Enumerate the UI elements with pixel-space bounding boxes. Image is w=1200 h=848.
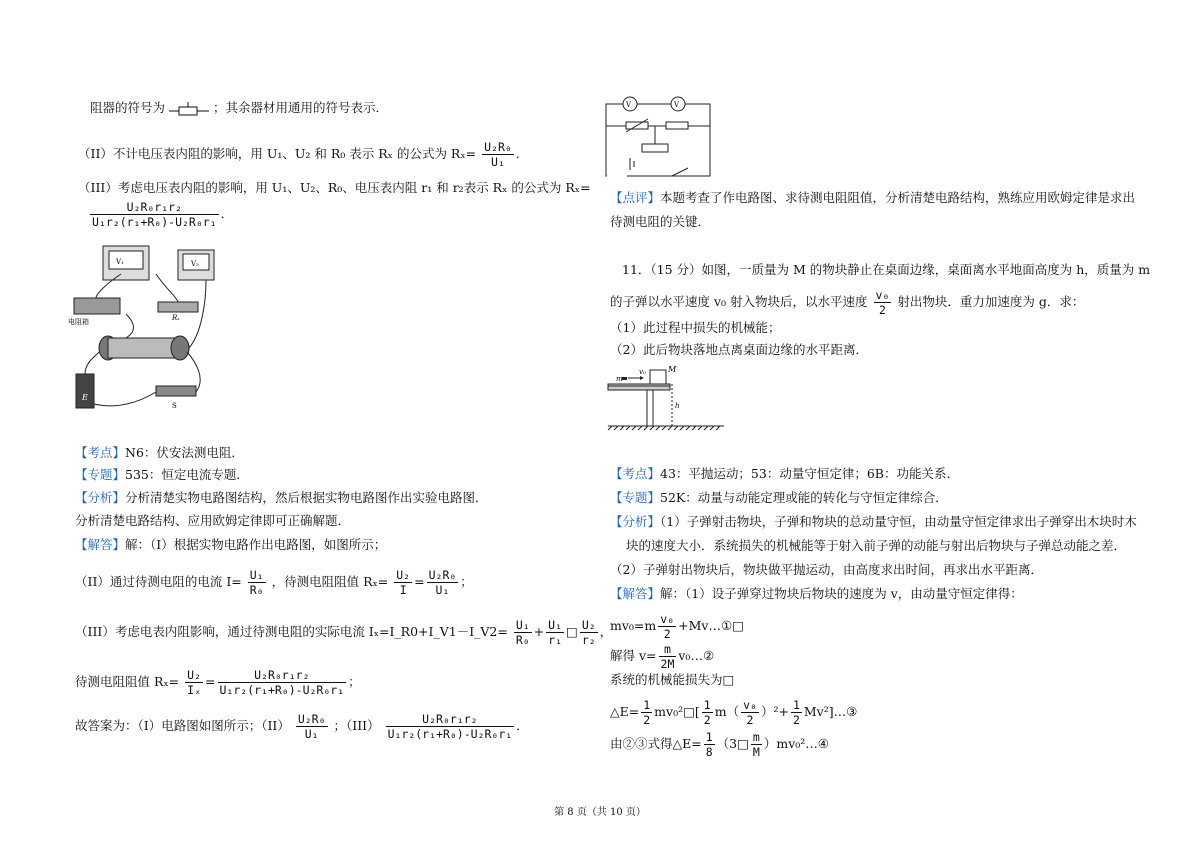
text-line: 【分析】分析清楚实物电路图结构，然后根据实物电路图作出实验电路图．: [75, 490, 488, 505]
section-tag: 【考点】: [75, 445, 126, 460]
label: Rₓ: [172, 314, 180, 322]
svg-text:m: m: [616, 375, 623, 383]
label: S: [172, 402, 177, 410]
apparatus-photo: [66, 244, 216, 412]
fraction: $\frac{\text{U₂R₀r₁r₂}}{\text{U₁r₂(r₁+R₀)-U₂R₀r₁}}$: [387, 712, 513, 741]
text-line: 【考点】43：平抛运动；53：动量守恒定律；6B：功能关系．: [610, 466, 959, 481]
section-tag: 【解答】: [610, 586, 661, 601]
section-tag: 【点评】: [610, 190, 661, 205]
fraction: $\frac{\text{U₂R₀}}{\text{U₁}}$: [297, 712, 326, 741]
text-line: 【分析】（1）子弹射击物块，子弹和物块的总动量守恒，由动量守恒定律求出子弹穿出木块时木: [610, 514, 1137, 529]
fraction: $\frac{1}{2}$: [643, 698, 651, 727]
section-tag: 【解答】: [75, 537, 126, 552]
fraction: $\frac{\text{U₂R₀r₁r₂}}{\text{U₁r₂(r₁+R₀)-U₂R₀r₁}}$: [219, 668, 345, 697]
section-tag: 【分析】: [75, 490, 126, 505]
equation-line: mv₀=m $\frac{\text{v₀}}{2}$ +Mv…①□: [610, 612, 744, 641]
text-line: 故答案为：（I）电路图如图所示；（II） $\frac{\text{U₂R₀}}{\text{U₁}}$ ；（III） $\frac{\text{U₂R₀r₁r₂}}{\text{U₁r₂(r₁+R₀)-U₂R₀r₁}}$ ．: [75, 712, 529, 741]
text-line: （III）考虑电压表内阻的影响，用 U₁、U₂、R₀、电压表内阻 r₁ 和 r₂表示 Rₓ 的公式为 Rₓ=: [78, 180, 591, 195]
text-line: （III）考虑电表内阻影响，通过待测电阻的实际电流 Iₓ=I_R0+I_V1－I_V2= $\frac{\text{U₁}}{\text{R₀}}$ + $\frac{\text{U₁}}{\text{r₁}}$ □ $\frac{\text{U₂}}{\text{r₂}}$ ，: [75, 618, 613, 647]
fraction: $\frac{\text{v₀}}{2}$: [660, 612, 675, 641]
fraction: $\frac{1}{2}$: [703, 698, 711, 727]
fraction: $\frac{m}{2M}$: [660, 642, 675, 671]
page-footer: 第 8 页（共 10 页）: [554, 807, 646, 818]
section-tag: 【专题】: [75, 467, 126, 482]
fraction: $\frac{1}{8}$: [705, 730, 713, 759]
text-line: [90, 100, 388, 116]
text-line: （II）不计电压表内阻的影响，用 U₁、U₂ 和 R₀ 表示 Rₓ 的公式为 Rₓ= $\frac{\text{U₂R₀}}{\text{U₁}}$ ．: [78, 140, 529, 169]
equation-line: 由②③式得△E= $\frac{1}{8}$ （3□ $\frac{m}{M}$ ）mv₀²…④: [610, 730, 830, 759]
text-line: 待测电阻的关键．: [610, 214, 711, 229]
text-line: 系统的机械能损失为□: [610, 672, 735, 687]
text-line: 分析清楚电路结构、应用欧姆定律即可正确解题．: [75, 513, 351, 528]
text-line: 【专题】52K：动量与动能定理或能的转化与守恒定律综合．: [610, 490, 948, 505]
text-line: （2）此后物块落地点离桌面边缘的水平距离．: [610, 342, 868, 357]
fraction: $\frac{\text{U₂R₀r₁r₂}}{\text{U₁r₂(r₁+R₀)-U₂R₀r₁}}$: [92, 200, 217, 229]
text-line: （2）子弹射出物块后，物块做平抛运动，由高度求出时间，再求出水平距离．: [610, 562, 1043, 577]
svg-text:V: V: [674, 101, 680, 109]
text: ；其余器材用通用的符号表示．: [212, 100, 388, 115]
text-line: 【解答】解：（I）根据实物电路作出电路图，如图所示；: [75, 537, 387, 552]
fraction: $\frac{\text{v₀}}{2}$: [743, 698, 757, 727]
fraction: $\frac{\text{v₀}}{2}$: [875, 288, 890, 317]
fraction: $\frac{\text{U₁}}{\text{R₀}}$: [249, 568, 264, 597]
fraction: $\frac{\text{U₂}}{I}$: [396, 568, 411, 597]
text-line: 【点评】本题考查了作电路图、求待测电阻阻值，分析清楚电路结构，熟练应用欧姆定律是求出: [610, 190, 1136, 205]
svg-text:v₀: v₀: [639, 368, 646, 376]
label: 电阻箱: [68, 318, 89, 326]
fraction: $\frac{\text{U₂R₀}}{\text{U₁}}$: [428, 568, 457, 597]
section-tag: 【分析】: [610, 514, 661, 529]
section-tag: 【考点】: [610, 466, 661, 481]
circuit-diagram: [602, 92, 714, 178]
text: （II）不计电压表内阻的影响，用 U₁、U₂ 和 R₀ 表示 Rₓ 的公式为 Rₓ=: [78, 146, 477, 161]
section-tag: 【专题】: [610, 490, 661, 505]
text-line: $\frac{\text{U₂R₀r₁r₂}}{\text{U₁r₂(r₁+R₀)-U₂R₀r₁}}$ ．: [92, 200, 234, 229]
svg-text:V: V: [626, 101, 632, 109]
text-line: 【解答】解：（1）设子弹穿过物块后物块的速度为 v，由动量守恒定律得：: [610, 586, 1023, 601]
text-line: 块的速度大小．系统损失的机械能等于射入前子弹的动能与射出后物块与子弹总动能之差．: [626, 538, 1127, 553]
svg-text:h: h: [675, 402, 680, 410]
fraction: $\frac{1}{2}$: [792, 698, 800, 727]
label: V₂: [191, 260, 199, 268]
equation-line: △E= $\frac{1}{2}$ mv₀²□[ $\frac{1}{2}$ m（ $\frac{\text{v₀}}{2}$ ）²+ $\frac{1}{2}$ Mv²]…③: [610, 698, 858, 727]
fraction: $\frac{\text{U₁}}{\text{r₁}}$: [548, 618, 563, 647]
text: 阻器的符号为: [90, 100, 166, 115]
text-line: 【考点】N6：伏安法测电阻．: [75, 445, 244, 460]
rheostat-symbol-icon: [169, 102, 209, 116]
equation-line: 解得 v= $\frac{m}{2M}$ v₀…②: [610, 642, 715, 671]
block-table-figure: [606, 364, 724, 436]
text-line: 【专题】535：恒定电流专题．: [75, 467, 249, 482]
svg-text:M: M: [668, 365, 677, 374]
text-line: 11．（15 分）如图，一质量为 M 的物块静止在桌面边缘，桌面离水平地面高度为 h，质量为 m: [622, 262, 1151, 277]
label: E: [82, 393, 88, 402]
text-line: 的子弹以水平速度 v₀ 射入物块后，以水平速度 $\frac{\text{v₀}}{2}$ 射出物块．重力加速度为 g．求：: [610, 288, 1085, 317]
text-line: （II）通过待测电阻的电流 I= $\frac{\text{U₁}}{\text{R₀}}$ ，待测电阻阻值 Rₓ= $\frac{\text{U₂}}{I}$ = $\frac{\text{U₂R₀}}{\text{U₁}}$ ；: [75, 568, 473, 597]
text-line: （1）此过程中损失的机械能；: [610, 320, 781, 335]
fraction: $\frac{\text{U₂}}{\text{Iₓ}}$: [187, 668, 202, 697]
text-line: 待测电阻阻值 Rₓ= $\frac{\text{U₂}}{\text{Iₓ}}$ = $\frac{\text{U₂R₀r₁r₂}}{\text{U₁r₂(r₁+R₀)-U₂R₀r₁}}$ ；: [75, 668, 361, 697]
label: V₁: [116, 258, 124, 266]
fraction: $\frac{m}{M}$: [752, 730, 760, 759]
fraction: $\frac{\text{U₁}}{\text{R₀}}$: [515, 618, 530, 647]
fraction: $\frac{\text{U₂R₀}}{\text{U₁}}$: [484, 140, 512, 169]
fraction: $\frac{\text{U₂}}{\text{r₂}}$: [581, 618, 596, 647]
